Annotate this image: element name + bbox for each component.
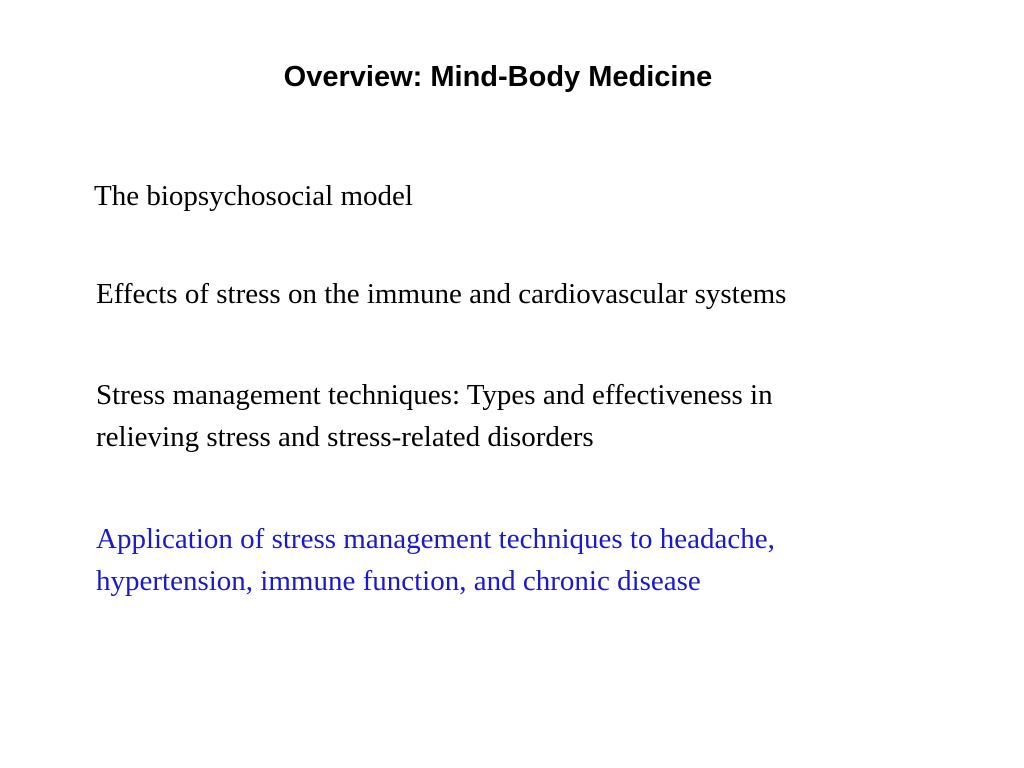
topic-stress-management-techniques <box>96 374 773 458</box>
topic-line: The biopsychosocial model <box>94 180 413 212</box>
slide-title: Overview: Mind-Body Medicine <box>283 61 713 93</box>
topic-application-highlighted <box>96 518 775 602</box>
topic-line: Stress management techniques: Types and effectiveness in <box>96 379 773 411</box>
topic-effects-of-stress <box>96 273 786 315</box>
topic-line: hypertension, immune function, and chronic disease <box>96 565 701 597</box>
topic-biopsychosocial-model <box>94 175 413 217</box>
topic-line: Application of stress management techniques to headache, <box>96 523 775 555</box>
topic-line: Effects of stress on the immune and cardiovascular systems <box>96 278 787 310</box>
topic-line: relieving stress and stress-related disorders <box>96 421 594 453</box>
